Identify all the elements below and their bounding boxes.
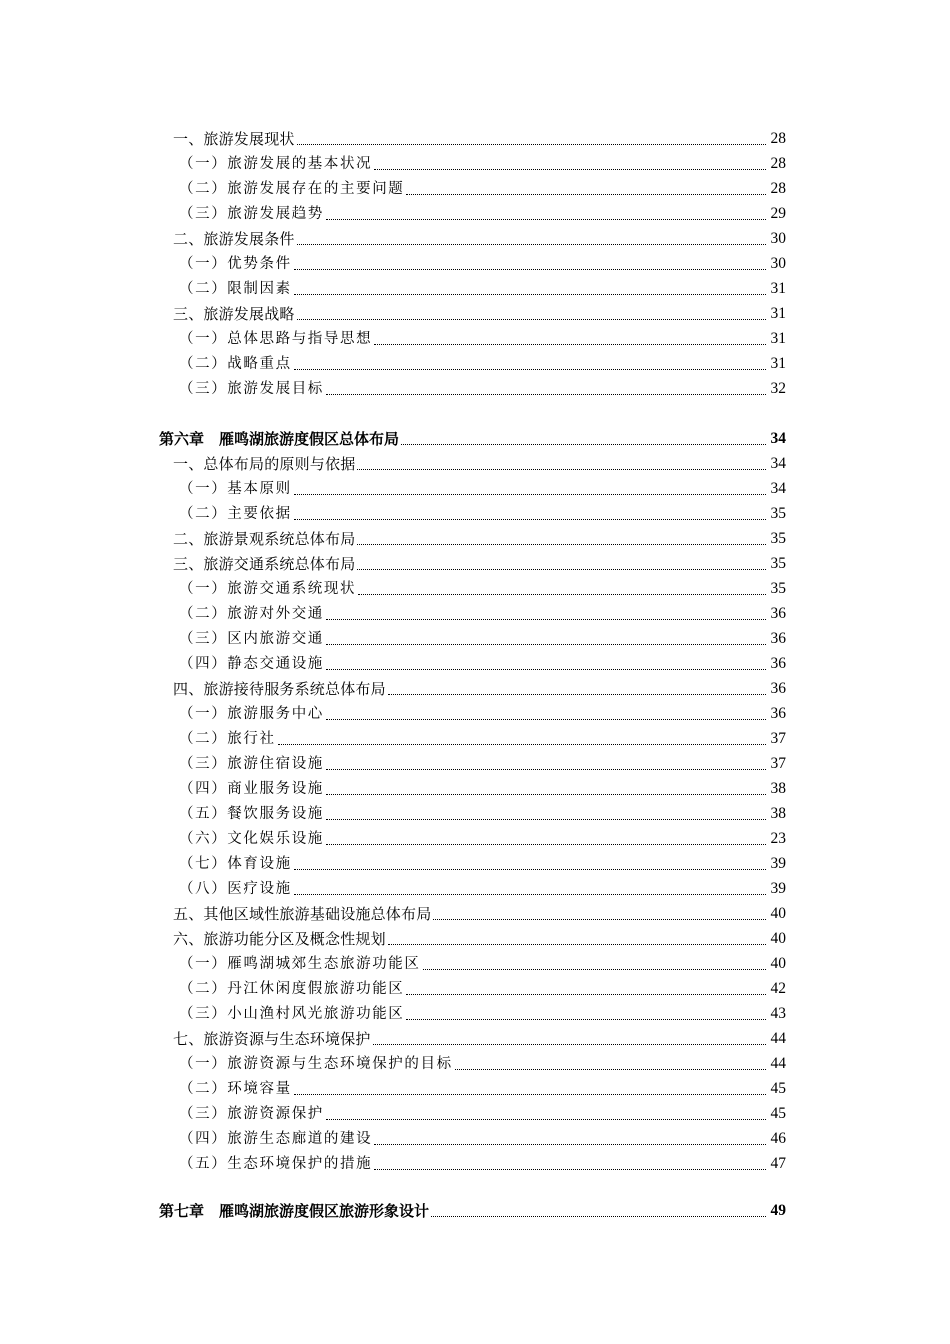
- dot-leader: [326, 718, 766, 720]
- toc-page-number: 46: [770, 1130, 786, 1147]
- dot-leader: [326, 618, 766, 620]
- toc-page-number: 23: [770, 830, 786, 847]
- toc-entry-label: （二）丹江休闲度假旅游功能区: [179, 981, 405, 997]
- dot-leader: [326, 668, 766, 670]
- dot-leader: [326, 643, 766, 645]
- toc-page-number: 36: [770, 630, 786, 647]
- toc-entry[interactable]: [0, 676, 950, 700]
- toc-entry-label: （二）主要依据: [179, 506, 292, 522]
- toc-entry-label: （四）商业服务设施: [179, 781, 324, 797]
- toc-entry-label: （二）环境容量: [179, 1081, 292, 1097]
- toc-entry-label: （三）旅游发展目标: [179, 381, 324, 397]
- toc-page-number: 35: [770, 530, 786, 547]
- toc-entry-label: （三）旅游住宿设施: [179, 756, 324, 772]
- toc-entry[interactable]: [0, 851, 950, 875]
- toc-page-number: 45: [770, 1080, 786, 1097]
- toc-page-number: 36: [770, 705, 786, 722]
- toc-page-number: 34: [770, 455, 786, 472]
- toc-page-number: 34: [770, 480, 786, 497]
- toc-page-number: 32: [770, 380, 786, 397]
- dot-leader: [297, 318, 766, 320]
- toc-entry-label: 二、旅游发展条件: [173, 230, 295, 248]
- toc-entry-label: （三）旅游发展趋势: [179, 206, 324, 222]
- toc-entry-label: （一）旅游交通系统现状: [179, 581, 357, 597]
- toc-entry[interactable]: [0, 451, 950, 475]
- toc-entry-label: 三、旅游交通系统总体布局: [173, 555, 356, 573]
- toc-entry-label: （一）雁鸣湖城郊生态旅游功能区: [179, 956, 421, 972]
- dot-leader: [297, 243, 766, 245]
- dot-leader: [294, 268, 766, 270]
- dot-leader: [326, 768, 766, 770]
- toc-page-number: 47: [770, 1155, 786, 1172]
- dot-leader: [294, 893, 766, 895]
- toc-entry[interactable]: [0, 201, 950, 225]
- dot-leader: [433, 918, 766, 920]
- toc-entry[interactable]: [0, 1101, 950, 1125]
- toc-entry-label: （五）生态环境保护的措施: [179, 1156, 373, 1172]
- dot-leader: [326, 793, 766, 795]
- toc-chapter-entry[interactable]: [0, 1198, 950, 1222]
- toc-entry[interactable]: [0, 1051, 950, 1075]
- dot-leader: [326, 218, 766, 220]
- toc-entry[interactable]: [0, 601, 950, 625]
- toc-entry-label: （一）旅游发展的基本状况: [179, 156, 373, 172]
- toc-page-number: 31: [770, 305, 786, 322]
- toc-entry[interactable]: [0, 776, 950, 800]
- toc-page-number: 38: [770, 780, 786, 797]
- dot-leader: [374, 343, 766, 345]
- toc-entry-label: （一）旅游服务中心: [179, 706, 324, 722]
- dot-leader: [294, 518, 766, 520]
- toc-entry-label: 第七章 雁鸣湖旅游度假区旅游形象设计: [159, 1202, 430, 1220]
- toc-entry-label: （二）限制因素: [179, 281, 292, 297]
- toc-entry-label: 一、总体布局的原则与依据: [173, 455, 356, 473]
- toc-page-number: 28: [770, 155, 786, 172]
- toc-entry-label: 五、其他区域性旅游基础设施总体布局: [173, 905, 432, 923]
- toc-entry-label: （六）文化娱乐设施: [179, 831, 324, 847]
- toc-page-number: 45: [770, 1105, 786, 1122]
- dot-leader: [358, 593, 766, 595]
- toc-page-number: 40: [770, 955, 786, 972]
- dot-leader: [406, 993, 766, 995]
- toc-entry[interactable]: [0, 376, 950, 400]
- toc-page-number: 39: [770, 880, 786, 897]
- toc-page-number: 28: [770, 180, 786, 197]
- toc-page-number: 42: [770, 980, 786, 997]
- toc-entry[interactable]: [0, 701, 950, 725]
- toc-entry[interactable]: [0, 976, 950, 1000]
- toc-entry[interactable]: [0, 626, 950, 650]
- toc-page-number: 49: [770, 1202, 786, 1219]
- toc-entry[interactable]: [0, 1151, 950, 1175]
- dot-leader: [357, 568, 766, 570]
- dot-leader: [357, 543, 766, 545]
- toc-page-number: 28: [770, 130, 786, 147]
- toc-page-number: 30: [770, 230, 786, 247]
- toc-entry[interactable]: [0, 251, 950, 275]
- toc-entry-label: 二、旅游景观系统总体布局: [173, 530, 356, 548]
- toc-entry-label: 一、旅游发展现状: [173, 130, 295, 148]
- toc-page-number: 40: [770, 905, 786, 922]
- toc-chapter-entry[interactable]: [0, 426, 950, 450]
- toc-entry[interactable]: [0, 751, 950, 775]
- toc-entry-label: （七）体育设施: [179, 856, 292, 872]
- dot-leader: [401, 443, 766, 445]
- toc-entry-label: （一）总体思路与指导思想: [179, 331, 373, 347]
- toc-entry[interactable]: [0, 801, 950, 825]
- dot-leader: [374, 168, 766, 170]
- toc-page-number: 34: [770, 430, 786, 447]
- dot-leader: [294, 293, 766, 295]
- dot-leader: [294, 1093, 766, 1095]
- toc-entry-label: 四、旅游接待服务系统总体布局: [173, 680, 386, 698]
- toc-page-number: 36: [770, 605, 786, 622]
- toc-entry-label: 七、旅游资源与生态环境保护: [173, 1030, 371, 1048]
- dot-leader: [278, 743, 766, 745]
- toc-entry-label: （二）旅游对外交通: [179, 606, 324, 622]
- dot-leader: [431, 1215, 766, 1217]
- dot-leader: [294, 493, 766, 495]
- toc-page-number: 29: [770, 205, 786, 222]
- toc-page-number: 39: [770, 855, 786, 872]
- toc-entry[interactable]: [0, 551, 950, 575]
- dot-leader: [406, 193, 766, 195]
- dot-leader: [374, 1168, 766, 1170]
- toc-entry[interactable]: [0, 1126, 950, 1150]
- toc-entry-label: （八）医疗设施: [179, 881, 292, 897]
- toc-entry-label: 六、旅游功能分区及概念性规划: [173, 930, 386, 948]
- toc-entry-label: （四）旅游生态廊道的建设: [179, 1131, 373, 1147]
- toc-page-number: 37: [770, 755, 786, 772]
- toc-page-number: 44: [770, 1055, 786, 1072]
- toc-entry[interactable]: [0, 576, 950, 600]
- toc-page-number: 43: [770, 1005, 786, 1022]
- toc-page-number: 44: [770, 1030, 786, 1047]
- dot-leader: [388, 943, 766, 945]
- toc-page-number: 35: [770, 505, 786, 522]
- toc-entry-label: （二）旅行社: [179, 731, 276, 747]
- toc-entry[interactable]: [0, 226, 950, 250]
- toc-entry-label: （一）旅游资源与生态环境保护的目标: [179, 1056, 453, 1072]
- dot-leader: [326, 1118, 766, 1120]
- dot-leader: [423, 968, 767, 970]
- toc-entry[interactable]: [0, 826, 950, 850]
- toc-page-number: 31: [770, 330, 786, 347]
- dot-leader: [294, 868, 766, 870]
- dot-leader: [406, 1018, 766, 1020]
- toc-entry[interactable]: [0, 1026, 950, 1050]
- dot-leader: [326, 393, 766, 395]
- toc-entry[interactable]: [0, 326, 950, 350]
- toc-entry[interactable]: [0, 126, 950, 150]
- toc-entry-label: 第六章 雁鸣湖旅游度假区总体布局: [159, 430, 400, 448]
- dot-leader: [357, 468, 766, 470]
- toc-entry[interactable]: [0, 176, 950, 200]
- toc-entry[interactable]: [0, 151, 950, 175]
- toc-page-number: 30: [770, 255, 786, 272]
- toc-page-number: 40: [770, 930, 786, 947]
- toc-entry-label: （五）餐饮服务设施: [179, 806, 324, 822]
- toc-entry[interactable]: [0, 276, 950, 300]
- toc-entry[interactable]: [0, 1076, 950, 1100]
- toc-page-number: 38: [770, 805, 786, 822]
- toc-entry-label: （二）旅游发展存在的主要问题: [179, 181, 405, 197]
- dot-leader: [294, 368, 766, 370]
- toc-entry[interactable]: [0, 1001, 950, 1025]
- toc-entry[interactable]: [0, 726, 950, 750]
- toc-entry-label: （四）静态交通设施: [179, 656, 324, 672]
- toc-entry-label: （一）优势条件: [179, 256, 292, 272]
- dot-leader: [455, 1068, 766, 1070]
- dot-leader: [326, 818, 766, 820]
- toc-entry-label: （三）小山渔村风光旅游功能区: [179, 1006, 405, 1022]
- toc-entry[interactable]: [0, 951, 950, 975]
- toc-page-number: 36: [770, 680, 786, 697]
- toc-page-number: 31: [770, 355, 786, 372]
- toc-entry[interactable]: [0, 301, 950, 325]
- toc-entry-label: （一）基本原则: [179, 481, 292, 497]
- toc-entry[interactable]: [0, 351, 950, 375]
- toc-entry-label: （三）区内旅游交通: [179, 631, 324, 647]
- toc-entry-label: （三）旅游资源保护: [179, 1106, 324, 1122]
- dot-leader: [297, 143, 766, 145]
- toc-entry[interactable]: [0, 901, 950, 925]
- toc-entry[interactable]: [0, 526, 950, 550]
- dot-leader: [326, 843, 766, 845]
- toc-entry[interactable]: [0, 876, 950, 900]
- toc-page-number: 37: [770, 730, 786, 747]
- toc-page-number: 35: [770, 580, 786, 597]
- toc-page-number: 36: [770, 655, 786, 672]
- dot-leader: [388, 693, 766, 695]
- dot-leader: [374, 1143, 766, 1145]
- toc-entry[interactable]: [0, 926, 950, 950]
- toc-page-number: 35: [770, 555, 786, 572]
- toc-entry-label: （二）战略重点: [179, 356, 292, 372]
- toc-entry-label: 三、旅游发展战略: [173, 305, 295, 323]
- toc-page-number: 31: [770, 280, 786, 297]
- toc-entry[interactable]: [0, 651, 950, 675]
- toc-entry[interactable]: [0, 501, 950, 525]
- toc-entry[interactable]: [0, 476, 950, 500]
- dot-leader: [373, 1043, 766, 1045]
